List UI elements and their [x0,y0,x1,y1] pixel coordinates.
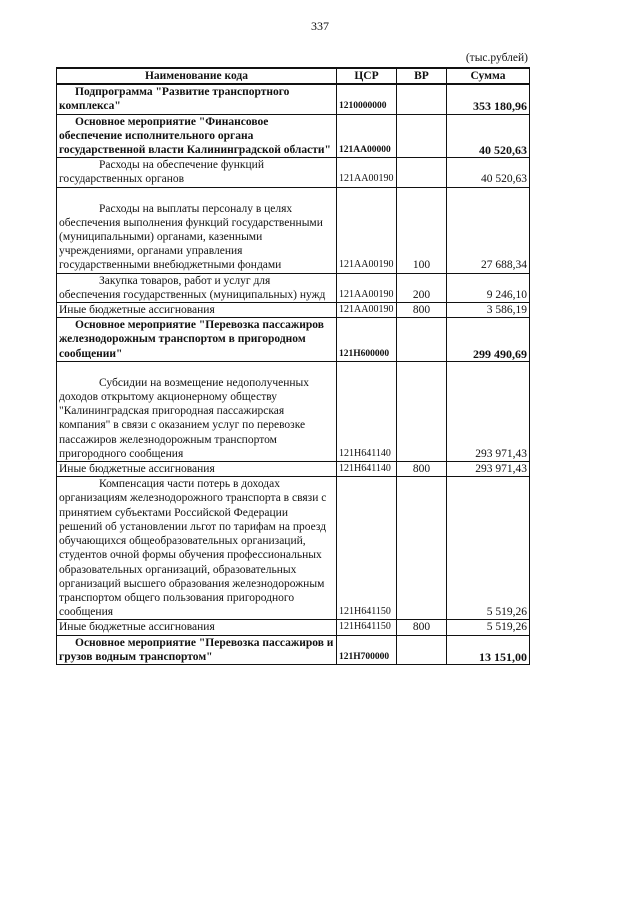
row-name-cell: Иные бюджетные ассигнования [57,462,337,477]
row-vr-cell: 800 [397,303,447,318]
row-sum-cell: 293 971,43 [447,361,530,461]
row-vr-cell [397,84,447,114]
row-sum-cell: 3 586,19 [447,303,530,318]
row-csr-cell: 121Н641150 [337,620,397,635]
row-name-cell: Субсидии на возмещение недополученных доходов открытому акционерному обществу "Калининградская пригородная пассажирская компания" в связи с оказанием услуг по перевозке пассажиров железнодорожным транспортом пригородного сообщения [57,361,337,461]
row-csr-cell: 121Н641140 [337,361,397,461]
budget-table [56,67,530,665]
row-csr-cell: 1210000000 [337,84,397,114]
row-csr-cell: 121Н641140 [337,462,397,477]
table-row [57,477,530,620]
table-row [57,303,530,318]
row-vr-cell: 100 [397,187,447,273]
header-csr: ЦСР [337,68,397,84]
row-vr-cell [397,361,447,461]
row-csr-cell: 121АА00190 [337,303,397,318]
row-name-cell: Компенсация части потерь в доходах организациям железнодорожного транспорта в связи с принятием субъектами Российской Федерации решений об установлении льгот по тарифам на проезд обучающихся общеобразовательных организаций, студентов очной формы обучения профессиональных образовательных организаций, образовательных организаций высшего образования железнодорожным транспортом общего пользования пригородного сообщения [57,477,337,620]
table-header-row [57,68,530,84]
header-vr: ВР [397,68,447,84]
header-sum: Сумма [447,68,530,84]
table-row [57,635,530,664]
row-vr-cell [397,477,447,620]
row-vr-cell [397,158,447,187]
row-sum-cell: 353 180,96 [447,84,530,114]
row-name-cell: Иные бюджетные ассигнования [57,620,337,635]
table-row [57,273,530,302]
row-csr-cell: 121Н600000 [337,318,397,362]
row-name-cell: Подпрограмма "Развитие транспортного комплекса" [57,84,337,114]
row-vr-cell: 200 [397,273,447,302]
row-sum-cell: 40 520,63 [447,114,530,158]
row-vr-cell: 800 [397,462,447,477]
header-name: Наименование кода [57,68,337,84]
row-name-cell: Расходы на выплаты персоналу в целях обеспечения выполнения функций государственными (муниципальными) органами, казенными учреждениями, органами управления государственными внебюджетными фондами [57,187,337,273]
row-csr-cell: 121Н641150 [337,477,397,620]
units-label: (тыс.рублей) [465,52,528,64]
table-row [57,84,530,114]
row-vr-cell [397,318,447,362]
row-sum-cell: 299 490,69 [447,318,530,362]
page-number: 337 [311,19,329,33]
row-name-cell: Основное мероприятие "Финансовое обеспечение исполнительного органа государственной власти Калининградской области" [57,114,337,158]
row-sum-cell: 5 519,26 [447,477,530,620]
table-row [57,361,530,461]
table-row [57,158,530,187]
table-row [57,318,530,362]
row-csr-cell: 121АА00190 [337,273,397,302]
table-row [57,114,530,158]
row-name-cell: Расходы на обеспечение функций государственных органов [57,158,337,187]
row-name-cell: Основное мероприятие "Перевозка пассажиров и грузов водным транспортом" [57,635,337,664]
row-sum-cell: 9 246,10 [447,273,530,302]
row-csr-cell: 121АА00190 [337,158,397,187]
row-name-cell: Основное мероприятие "Перевозка пассажиров железнодорожным транспортом в пригородном сообщении" [57,318,337,362]
row-csr-cell: 121АА00190 [337,187,397,273]
row-sum-cell: 27 688,34 [447,187,530,273]
row-vr-cell [397,114,447,158]
row-sum-cell: 13 151,00 [447,635,530,664]
table-row [57,187,530,273]
row-vr-cell [397,635,447,664]
row-vr-cell: 800 [397,620,447,635]
row-name-cell: Закупка товаров, работ и услуг для обеспечения государственных (муниципальных) нужд [57,273,337,302]
table-row [57,462,530,477]
table-body [57,84,530,664]
row-sum-cell: 40 520,63 [447,158,530,187]
row-name-cell: Иные бюджетные ассигнования [57,303,337,318]
row-csr-cell: 121Н700000 [337,635,397,664]
row-sum-cell: 293 971,43 [447,462,530,477]
row-sum-cell: 5 519,26 [447,620,530,635]
row-csr-cell: 121АА00000 [337,114,397,158]
table-row [57,620,530,635]
